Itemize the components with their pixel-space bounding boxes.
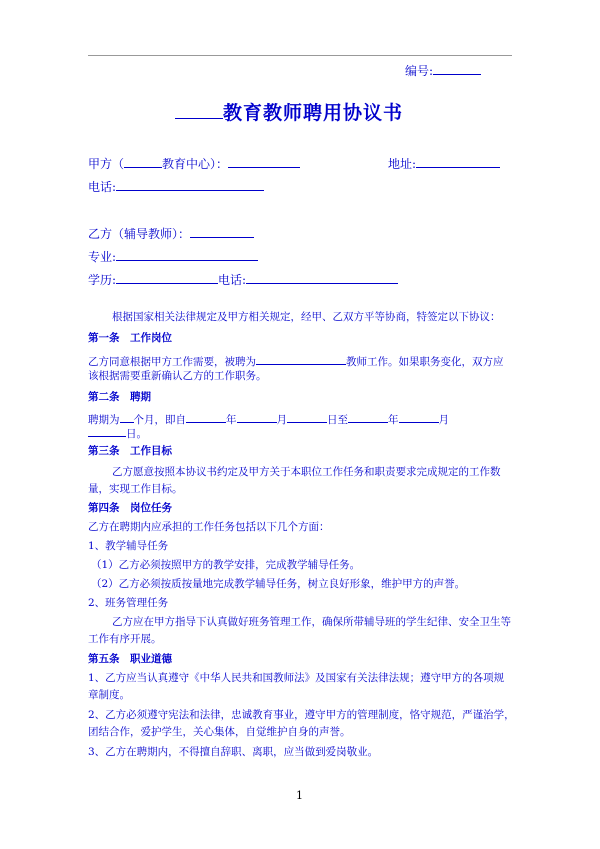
party-b-major: 专业: [88, 248, 258, 265]
page-title: 教育教师聘用协议书 [175, 98, 403, 125]
article4-item1: 1、教学辅导任务 [88, 540, 169, 552]
party-b-education: 学历: 电话: [88, 271, 398, 288]
article1-line2: 该根据需要重新确认乙方的工作职务。 [88, 370, 267, 382]
party-a-org-blank[interactable] [124, 155, 162, 168]
article3-line2: 量，实现工作目标。 [88, 483, 183, 495]
start-month-blank[interactable] [237, 410, 277, 423]
party-b-phone-blank[interactable] [246, 271, 398, 284]
party-b-line: 乙方（辅导教师）： [88, 225, 254, 242]
article5-item2-line2: 团结合作，爱护学生，关心集体，自觉维护自身的声誉。 [88, 726, 351, 738]
article5-item1-line1: 1、乙方应当认真遵守《中华人民共和国教师法》及国家有关法律法规；遵守甲方的各项规 [88, 672, 505, 684]
months-blank[interactable] [120, 410, 134, 423]
party-b-major-blank[interactable] [116, 248, 258, 261]
preamble: 根据国家相关法律规定及甲方相关规定，经甲、乙双方平等协商，特签定以下协议： [112, 311, 501, 323]
party-a-address-blank[interactable] [416, 155, 500, 168]
article5-item1-line2: 章制度。 [88, 689, 130, 701]
article4-heading: 第四条 岗位任务 [88, 502, 172, 514]
article4-item2-line1: 乙方应在甲方指导下认真做好班务管理工作，确保所带辅导班的学生纪律、安全卫生等 [112, 616, 511, 628]
position-blank[interactable] [256, 352, 346, 365]
number-label: 编号: [405, 64, 434, 78]
end-year-blank[interactable] [348, 410, 388, 423]
article4-intro: 乙方在聘期内应承担的工作任务包括以下几个方面： [88, 521, 330, 533]
article5-heading: 第五条 职业道德 [88, 653, 172, 665]
article2-line1: 聘期为 个月，即自 年 月 日至 年 月 [88, 410, 449, 427]
article1-heading: 第一条 工作岗位 [88, 332, 172, 344]
party-a-phone: 电话: [88, 178, 264, 195]
header-rule [88, 55, 512, 56]
end-month-blank[interactable] [399, 410, 439, 423]
party-b-education-blank[interactable] [116, 271, 218, 284]
start-year-blank[interactable] [186, 410, 226, 423]
document-number [405, 62, 481, 79]
article4-item1-1: （1）乙方必须按照甲方的教学安排，完成教学辅导任务。 [91, 559, 361, 571]
title-blank[interactable] [175, 102, 223, 119]
article4-item2-line2: 工作有序开展。 [88, 633, 162, 645]
party-a-phone-blank[interactable] [116, 178, 264, 191]
page-number: 1 [296, 789, 303, 802]
article4-item2: 2、班务管理任务 [88, 597, 169, 609]
article4-item1-2: （2）乙方必须按质按量地完成教学辅导任务，树立良好形象，维护甲方的声誉。 [91, 578, 466, 590]
party-a-address: 地址: [388, 155, 500, 172]
article2-line2: 日。 [88, 424, 147, 441]
article3-line1: 乙方愿意按照本协议书约定及甲方关于本职位工作任务和职责要求完成规定的工作数 [112, 466, 501, 478]
article1-line1: 乙方同意根据甲方工作需要，被聘为 教师工作。如果职务变化，双方应 [88, 352, 504, 369]
number-blank[interactable] [433, 62, 481, 75]
article3-heading: 第三条 工作目标 [88, 445, 172, 457]
party-a-name-blank[interactable] [228, 155, 300, 168]
party-b-name-blank[interactable] [190, 225, 254, 238]
end-day-blank[interactable] [88, 424, 126, 437]
article2-heading: 第二条 聘期 [88, 391, 151, 403]
party-a-line: 甲方（ 教育中心）： [88, 155, 300, 172]
article5-item3: 3、乙方在聘期内，不得擅自辞职、离职，应当做到爱岗敬业。 [88, 746, 379, 758]
start-day-blank[interactable] [287, 410, 327, 423]
article5-item2-line1: 2、乙方必须遵守宪法和法律，忠诚教育事业，遵守甲方的管理制度，恪守规范，严谨治学， [88, 709, 515, 721]
